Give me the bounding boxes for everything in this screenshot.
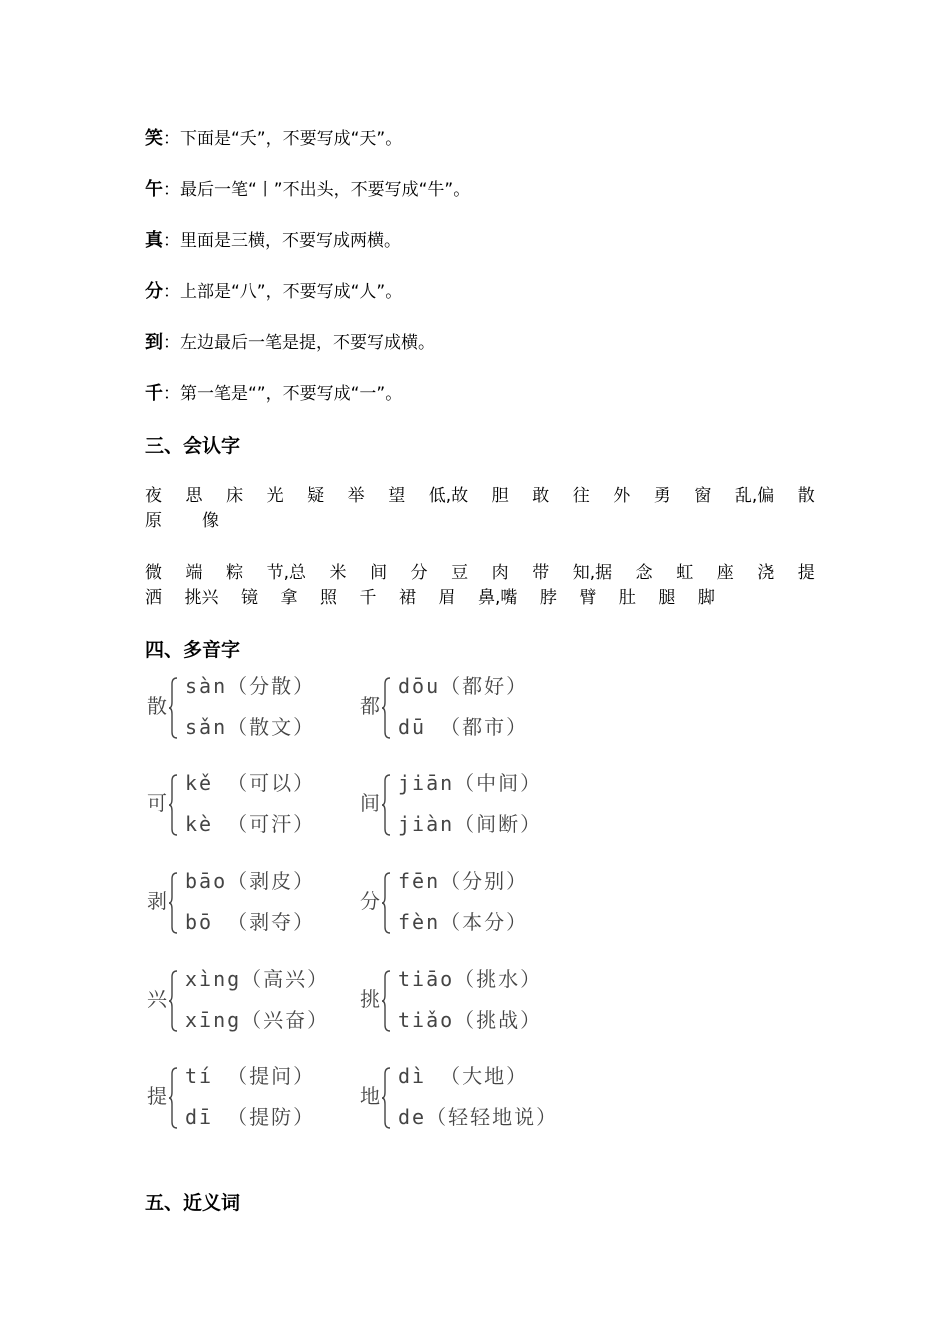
char-item: 眉 bbox=[438, 588, 456, 608]
brace-icon bbox=[382, 677, 391, 739]
char-item: 微 bbox=[145, 563, 162, 583]
brace-icon bbox=[382, 1067, 391, 1129]
char-item: 裙 bbox=[399, 588, 416, 608]
brace-icon bbox=[169, 970, 178, 1032]
polyphone-entry bbox=[360, 966, 590, 1036]
rule-line: 到：左边最后一笔是提，不要写成横。 bbox=[145, 332, 435, 353]
polyphone-entry bbox=[147, 966, 377, 1036]
reading-2: sǎn（散文） bbox=[185, 715, 316, 739]
char-item: 浇 bbox=[757, 563, 775, 583]
char-item: 提 bbox=[797, 563, 815, 583]
brace-icon bbox=[169, 1067, 178, 1129]
char-item: 间 bbox=[370, 563, 388, 583]
reading-2: fèn（本分） bbox=[398, 910, 529, 934]
char-item: 脚 bbox=[697, 588, 715, 608]
reading-2: xīng（兴奋） bbox=[185, 1008, 330, 1032]
char-item: 敢 bbox=[532, 486, 550, 506]
reading-2: dū （都市） bbox=[398, 715, 529, 739]
char-item: 知,据 bbox=[572, 563, 613, 583]
char-item: 千 bbox=[359, 588, 377, 608]
char-item: 带 bbox=[532, 563, 550, 583]
char-item: 脖 bbox=[539, 588, 557, 608]
section-heading: 三、会认字 bbox=[145, 435, 241, 457]
section-heading: 四、多音字 bbox=[145, 639, 241, 661]
brace-icon bbox=[382, 774, 391, 836]
brace-icon bbox=[382, 872, 391, 934]
reading-2: tiǎo（挑战） bbox=[398, 1008, 543, 1032]
polyphone-entry bbox=[147, 770, 377, 840]
rule-line: 真：里面是三横，不要写成两横。 bbox=[145, 230, 401, 251]
polyphone-entry bbox=[360, 673, 590, 743]
brace-icon bbox=[169, 872, 178, 934]
polyphone-char: 挑 bbox=[360, 987, 380, 1011]
reading-2: dī （提防） bbox=[185, 1105, 316, 1129]
polyphone-char: 剥 bbox=[147, 889, 167, 913]
char-item: 望 bbox=[388, 486, 406, 506]
char-item: 乱,偏 bbox=[734, 486, 775, 506]
char-item: 举 bbox=[347, 486, 365, 506]
reading-2: jiàn（间断） bbox=[398, 812, 543, 836]
char-item: 夜 bbox=[145, 486, 162, 506]
rule-line: 午：最后一笔“丨”不出头，不要写成“牛”。 bbox=[145, 179, 471, 200]
reading-1: tí （提问） bbox=[185, 1064, 316, 1088]
polyphone-char: 可 bbox=[147, 791, 167, 815]
char-item: 思 bbox=[185, 486, 203, 506]
char-item: 光 bbox=[266, 486, 284, 506]
char-item: 分 bbox=[410, 563, 428, 583]
char-item: 挑兴 bbox=[184, 588, 219, 608]
char-item: 勇 bbox=[653, 486, 671, 506]
polyphone-char: 散 bbox=[147, 694, 167, 718]
section-heading: 五、近义词 bbox=[145, 1192, 241, 1214]
brace-icon bbox=[169, 677, 178, 739]
rule-line: 千：第一笔是“”，不要写成“一”。 bbox=[145, 383, 403, 404]
polyphone-entry bbox=[360, 868, 590, 938]
char-line bbox=[145, 509, 815, 533]
polyphone-char: 地 bbox=[360, 1084, 380, 1108]
char-item: 疑 bbox=[307, 486, 325, 506]
char-item: 窗 bbox=[694, 486, 712, 506]
char-item: 豆 bbox=[451, 563, 469, 583]
char-item: 床 bbox=[226, 486, 244, 506]
char-item: 镜 bbox=[241, 588, 258, 608]
polyphone-entry bbox=[147, 868, 377, 938]
brace-icon bbox=[382, 970, 391, 1032]
char-item: 像 bbox=[202, 511, 219, 531]
char-item: 臂 bbox=[579, 588, 597, 608]
char-item: 低,故 bbox=[428, 486, 469, 506]
reading-2: bō （剥夺） bbox=[185, 910, 316, 934]
char-item: 粽 bbox=[226, 563, 244, 583]
char-item: 端 bbox=[185, 563, 203, 583]
char-item: 散 bbox=[797, 486, 815, 506]
polyphone-entry bbox=[360, 770, 590, 840]
char-item: 座 bbox=[716, 563, 734, 583]
char-line bbox=[145, 586, 715, 610]
char-item: 往 bbox=[572, 486, 590, 506]
polyphone-char: 间 bbox=[360, 791, 380, 815]
char-item: 念 bbox=[635, 563, 653, 583]
reading-1: fēn（分别） bbox=[398, 869, 529, 893]
char-item: 鼻,嘴 bbox=[478, 588, 518, 608]
polyphone-char: 兴 bbox=[147, 987, 167, 1011]
char-item: 胆 bbox=[491, 486, 509, 506]
reading-1: tiāo（挑水） bbox=[398, 967, 543, 991]
reading-1: bāo（剥皮） bbox=[185, 869, 316, 893]
reading-1: dōu（都好） bbox=[398, 674, 529, 698]
char-item: 外 bbox=[613, 486, 631, 506]
char-item: 洒 bbox=[145, 588, 162, 608]
reading-1: jiān（中间） bbox=[398, 771, 543, 795]
reading-2: de（轻轻地说） bbox=[398, 1105, 559, 1129]
char-item: 肚 bbox=[618, 588, 636, 608]
char-line bbox=[145, 484, 815, 508]
char-item: 腿 bbox=[658, 588, 676, 608]
char-item: 节,总 bbox=[266, 563, 306, 583]
polyphone-char: 提 bbox=[147, 1084, 167, 1108]
reading-1: sàn（分散） bbox=[185, 674, 316, 698]
char-item: 肉 bbox=[491, 563, 509, 583]
char-item: 照 bbox=[320, 588, 337, 608]
polyphone-entry bbox=[147, 1063, 377, 1133]
brace-icon bbox=[169, 774, 178, 836]
reading-2: kè （可汗） bbox=[185, 812, 316, 836]
rule-line: 分：上部是“八”，不要写成“人”。 bbox=[145, 281, 403, 302]
polyphone-entry bbox=[147, 673, 377, 743]
polyphone-entry bbox=[360, 1063, 590, 1133]
char-line bbox=[145, 561, 815, 585]
polyphone-char: 都 bbox=[360, 694, 380, 718]
char-item: 原 bbox=[145, 511, 162, 531]
reading-1: xìng（高兴） bbox=[185, 967, 330, 991]
reading-1: dì （大地） bbox=[398, 1064, 529, 1088]
char-item: 拿 bbox=[280, 588, 298, 608]
polyphone-char: 分 bbox=[360, 889, 380, 913]
char-item: 虹 bbox=[676, 563, 694, 583]
rule-line: 笑：下面是“夭”，不要写成“天”。 bbox=[145, 128, 403, 149]
reading-1: kě （可以） bbox=[185, 771, 316, 795]
char-item: 米 bbox=[329, 563, 347, 583]
